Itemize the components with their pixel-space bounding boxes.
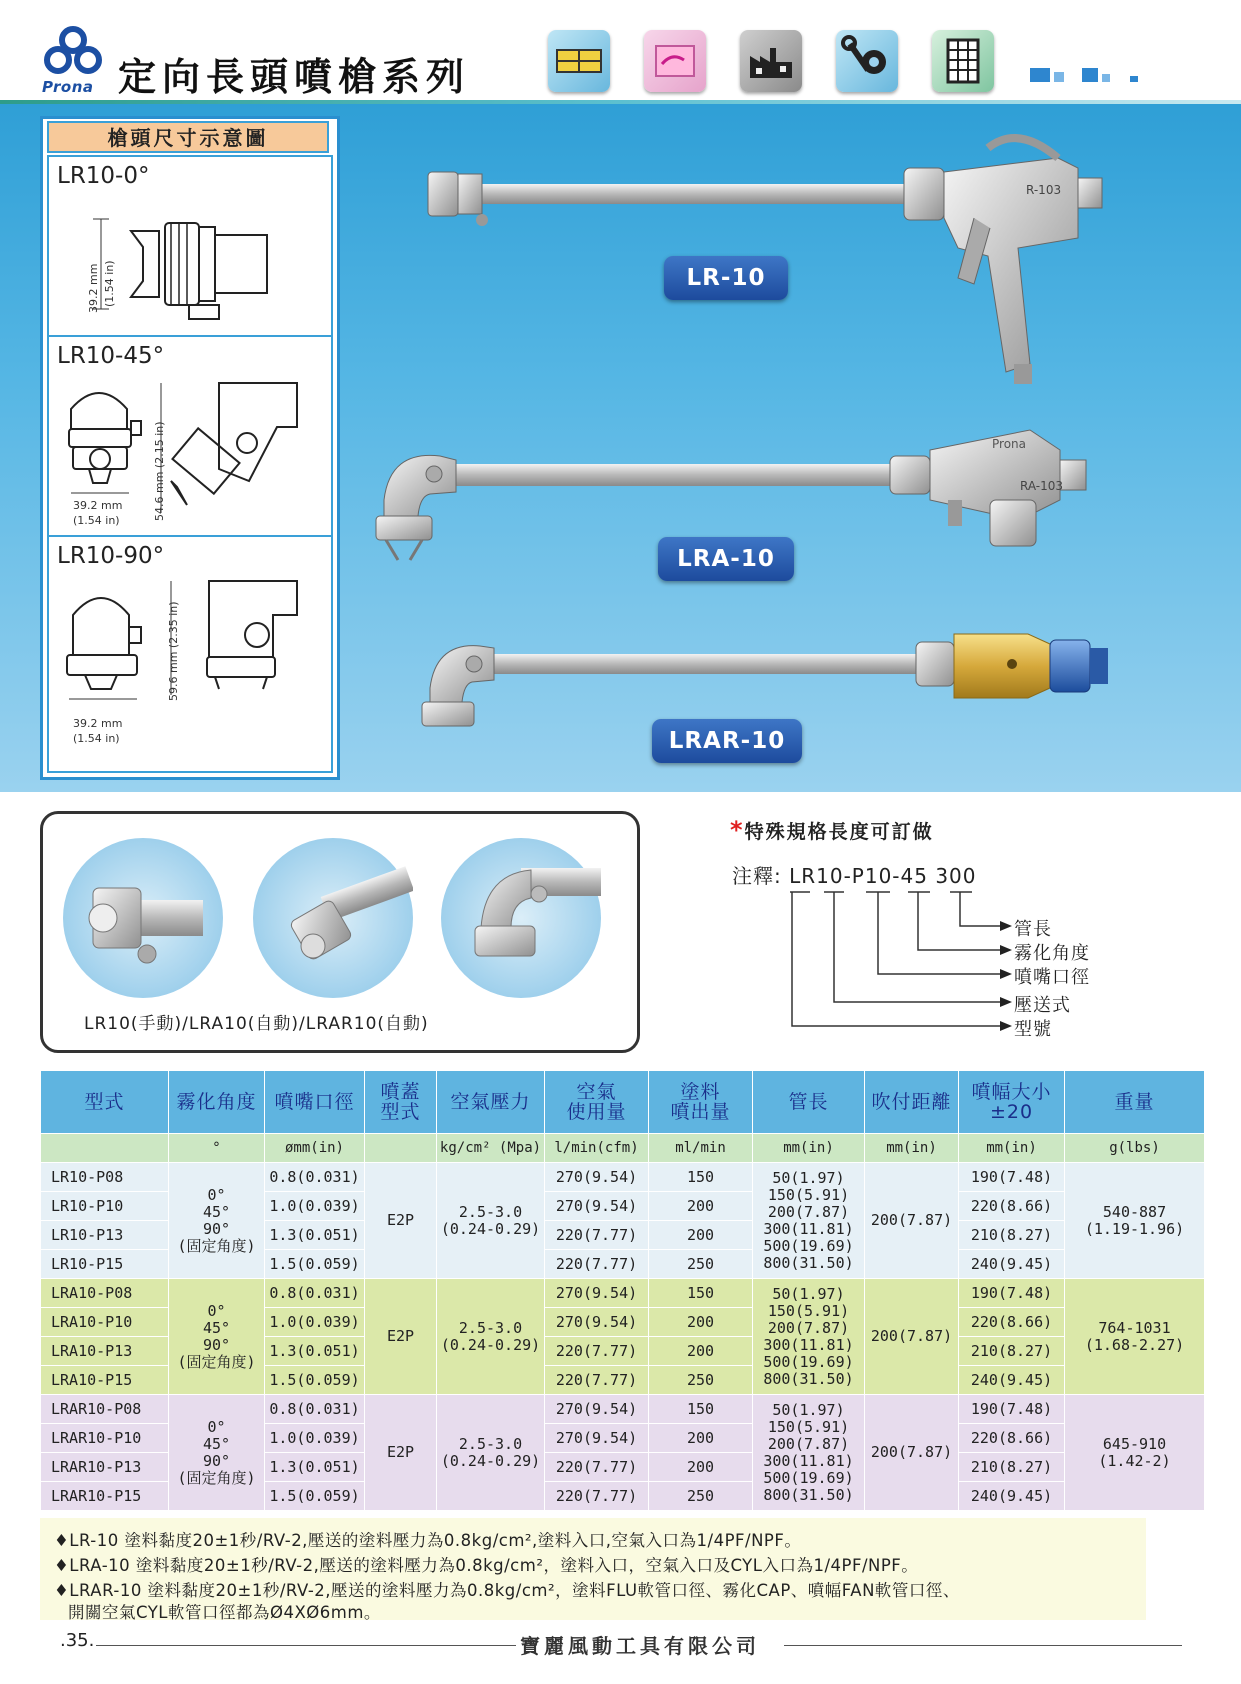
pressure-cell: 2.5-3.0 (0.24-0.29) bbox=[437, 1395, 545, 1511]
air-usage-cell: 270(9.54) bbox=[545, 1308, 649, 1337]
gun-brand: Prona bbox=[992, 437, 1026, 451]
distance-cell: 200(7.87) bbox=[865, 1395, 959, 1511]
gun-marking: R-103 bbox=[1026, 183, 1062, 197]
notation-leader-lines bbox=[790, 890, 1020, 1040]
dim-h-in: (1.54 in) bbox=[73, 514, 120, 527]
paint-output-cell: 250 bbox=[649, 1366, 753, 1395]
pressure-cell: 2.5-3.0 (0.24-0.29) bbox=[437, 1163, 545, 1279]
spray-width-cell: 210(8.27) bbox=[959, 1453, 1065, 1482]
paint-output-cell: 200 bbox=[649, 1337, 753, 1366]
model-cell: LR10-P15 bbox=[41, 1250, 169, 1279]
weight-cell: 764-1031 (1.68-2.27) bbox=[1065, 1279, 1205, 1395]
unit-cell: g(lbs) bbox=[1065, 1134, 1205, 1163]
unit-cell bbox=[365, 1134, 437, 1163]
badge-lrar-10: LRAR-10 bbox=[652, 719, 802, 763]
col-header: 噴嘴口徑 bbox=[265, 1071, 365, 1134]
length-cell: 50(1.97) 150(5.91) 200(7.87) 300(11.81) 500(19.69) 800(31.50) bbox=[753, 1163, 865, 1279]
prona-logo-icon bbox=[40, 26, 106, 76]
table-header-row bbox=[41, 1071, 1205, 1134]
unit-cell bbox=[41, 1134, 169, 1163]
special-star: * bbox=[730, 816, 745, 844]
nozzle-cell: 1.0(0.039) bbox=[265, 1192, 365, 1221]
closeup-lrar10 bbox=[441, 838, 601, 998]
dim-h-in: (1.54 in) bbox=[73, 732, 120, 745]
notation-label: 型號 bbox=[1014, 1019, 1052, 1040]
footer-rule bbox=[96, 1645, 516, 1646]
notation-label: 霧化角度 bbox=[1014, 943, 1090, 964]
cap-cell: E2P bbox=[365, 1279, 437, 1395]
page-header bbox=[0, 0, 1241, 104]
unit-cell: ml/min bbox=[649, 1134, 753, 1163]
unit-cell: ° bbox=[169, 1134, 265, 1163]
model-cell: LRA10-P08 bbox=[41, 1279, 169, 1308]
special-order-note bbox=[730, 816, 934, 844]
footnote: ♦LR-10 塗料黏度20±1秒/RV-2,壓送的塗料壓力為0.8kg/cm²,塗料入口,空氣入口為1/4PF/NPF。 bbox=[54, 1531, 802, 1550]
diagram-label: LR10-0° bbox=[57, 163, 150, 189]
air-usage-cell: 270(9.54) bbox=[545, 1395, 649, 1424]
paint-output-cell: 150 bbox=[649, 1395, 753, 1424]
model-cell: LR10-P08 bbox=[41, 1163, 169, 1192]
paint-output-cell: 200 bbox=[649, 1192, 753, 1221]
page-title: 定向長頭噴槍系列 bbox=[118, 55, 471, 99]
model-cell: LR10-P10 bbox=[41, 1192, 169, 1221]
table-icon bbox=[548, 30, 610, 92]
weight-cell: 540-887 (1.19-1.96) bbox=[1065, 1163, 1205, 1279]
nozzle-cell: 1.0(0.039) bbox=[265, 1424, 365, 1453]
col-header: 空氣 使用量 bbox=[545, 1071, 649, 1134]
diagram-lr10-45 bbox=[47, 335, 333, 537]
air-usage-cell: 220(7.77) bbox=[545, 1366, 649, 1395]
grid-icon bbox=[932, 30, 994, 92]
angle-cell: 0° 45° 90° (固定角度) bbox=[169, 1279, 265, 1395]
company-name: 寶麗風動工具有限公司 bbox=[520, 1634, 760, 1658]
spray-width-cell: 220(8.66) bbox=[959, 1192, 1065, 1221]
model-cell: LR10-P13 bbox=[41, 1221, 169, 1250]
air-usage-cell: 220(7.77) bbox=[545, 1453, 649, 1482]
nozzle-cell: 1.5(0.059) bbox=[265, 1366, 365, 1395]
diagram-lr10-90 bbox=[47, 535, 333, 773]
footnote: ♦LRA-10 塗料黏度20±1秒/RV-2,壓送的塗料壓力為0.8kg/cm²，塗料入口，空氣入口及CYL入口為1/4PF/NPF。 bbox=[54, 1556, 919, 1575]
model-cell: LRAR10-P08 bbox=[41, 1395, 169, 1424]
col-header: 噴蓋 型式 bbox=[365, 1071, 437, 1134]
angle-cell: 0° 45° 90° (固定角度) bbox=[169, 1395, 265, 1511]
factory-icon bbox=[740, 30, 802, 92]
length-cell: 50(1.97) 150(5.91) 200(7.87) 300(11.81) 500(19.69) 800(31.50) bbox=[753, 1395, 865, 1511]
dim-h-mm: 39.2 mm bbox=[73, 717, 123, 730]
col-header: 管長 bbox=[753, 1071, 865, 1134]
unit-cell: kg/cm² (Mpa) bbox=[437, 1134, 545, 1163]
air-usage-cell: 270(9.54) bbox=[545, 1279, 649, 1308]
paint-output-cell: 200 bbox=[649, 1308, 753, 1337]
badge-lra-10: LRA-10 bbox=[658, 537, 794, 581]
nozzle-cell: 0.8(0.031) bbox=[265, 1279, 365, 1308]
air-usage-cell: 220(7.77) bbox=[545, 1482, 649, 1511]
nozzle-cell: 0.8(0.031) bbox=[265, 1163, 365, 1192]
table-row bbox=[41, 1279, 1205, 1308]
logo-text: Prona bbox=[42, 78, 94, 96]
table-row bbox=[41, 1163, 1205, 1192]
decor-square bbox=[1082, 68, 1098, 82]
notation-example: 注釋: LR10-P10-45 300 bbox=[732, 864, 977, 888]
dim-v: 54.6 mm (2.15 in) bbox=[153, 421, 166, 521]
spray-width-cell: 240(9.45) bbox=[959, 1482, 1065, 1511]
model-cell: LRA10-P10 bbox=[41, 1308, 169, 1337]
units-row bbox=[41, 1134, 1205, 1163]
paint-output-cell: 150 bbox=[649, 1279, 753, 1308]
dim-v: 59.6 mm (2.35 in) bbox=[167, 601, 180, 701]
footnote: 開關空氣CYL軟管口徑都為Ø4XØ6mm。 bbox=[68, 1603, 381, 1622]
paint-output-cell: 250 bbox=[649, 1250, 753, 1279]
notation-label: 噴嘴口徑 bbox=[1014, 967, 1090, 988]
tools-gear-icon bbox=[836, 30, 898, 92]
col-header: 空氣壓力 bbox=[437, 1071, 545, 1134]
decor-square bbox=[1030, 68, 1050, 82]
paint-output-cell: 150 bbox=[649, 1163, 753, 1192]
closeup-caption: LR10(手動)/LRA10(自動)/LRAR10(自動) bbox=[84, 1014, 429, 1034]
table-row bbox=[41, 1395, 1205, 1424]
diagram-header: 槍頭尺寸示意圖 bbox=[47, 121, 329, 153]
nozzle-cell: 1.5(0.059) bbox=[265, 1250, 365, 1279]
model-cell: LRAR10-P15 bbox=[41, 1482, 169, 1511]
spray-width-cell: 190(7.48) bbox=[959, 1395, 1065, 1424]
special-order-text: 特殊規格長度可訂做 bbox=[744, 821, 934, 843]
nozzle-90-drawing bbox=[59, 575, 329, 735]
nozzle-cell: 1.0(0.039) bbox=[265, 1308, 365, 1337]
weight-cell: 645-910 (1.42-2) bbox=[1065, 1395, 1205, 1511]
footnote: ♦LRAR-10 塗料黏度20±1秒/RV-2,壓送的塗料壓力為0.8kg/cm²，塗料FLU軟管口徑、霧化CAP、噴幅FAN軟管口徑、 bbox=[54, 1581, 960, 1600]
length-cell: 50(1.97) 150(5.91) 200(7.87) 300(11.81) 500(19.69) 800(31.50) bbox=[753, 1279, 865, 1395]
gun-marking: RA-103 bbox=[1020, 479, 1064, 493]
air-usage-cell: 220(7.77) bbox=[545, 1221, 649, 1250]
unit-cell: mm(in) bbox=[753, 1134, 865, 1163]
unit-cell: mm(in) bbox=[959, 1134, 1065, 1163]
spray-width-cell: 210(8.27) bbox=[959, 1221, 1065, 1250]
spray-width-cell: 240(9.45) bbox=[959, 1250, 1065, 1279]
closeup-lr10 bbox=[63, 838, 223, 998]
col-header: 吹付距離 bbox=[865, 1071, 959, 1134]
nozzle-cell: 1.5(0.059) bbox=[265, 1482, 365, 1511]
badge-lr-10: LR-10 bbox=[664, 256, 788, 300]
spray-width-cell: 220(8.66) bbox=[959, 1424, 1065, 1453]
decor-square bbox=[1054, 72, 1064, 82]
paint-output-cell: 200 bbox=[649, 1424, 753, 1453]
col-header: 重量 bbox=[1065, 1071, 1205, 1134]
decor-square bbox=[1102, 74, 1110, 82]
air-usage-cell: 220(7.77) bbox=[545, 1337, 649, 1366]
spray-width-cell: 190(7.48) bbox=[959, 1163, 1065, 1192]
unit-cell: mm(in) bbox=[865, 1134, 959, 1163]
dimension-diagram-panel bbox=[40, 116, 340, 780]
paint-card-icon bbox=[644, 30, 706, 92]
nozzle-cell: 1.3(0.051) bbox=[265, 1453, 365, 1482]
unit-cell: ømm(in) bbox=[265, 1134, 365, 1163]
col-header: 噴幅大小 ±20 bbox=[959, 1071, 1065, 1134]
col-header: 型式 bbox=[41, 1071, 169, 1134]
page-number: .35. bbox=[60, 1630, 95, 1651]
model-cell: LRA10-P15 bbox=[41, 1366, 169, 1395]
col-header: 霧化角度 bbox=[169, 1071, 265, 1134]
air-usage-cell: 220(7.77) bbox=[545, 1250, 649, 1279]
model-cell: LRAR10-P10 bbox=[41, 1424, 169, 1453]
nozzle-cell: 1.3(0.051) bbox=[265, 1221, 365, 1250]
model-cell: LRAR10-P13 bbox=[41, 1453, 169, 1482]
paint-output-cell: 200 bbox=[649, 1221, 753, 1250]
paint-output-cell: 250 bbox=[649, 1482, 753, 1511]
diagram-lr10-0 bbox=[47, 155, 333, 337]
lr-10-gun-image bbox=[418, 128, 1208, 398]
model-cell: LRA10-P13 bbox=[41, 1337, 169, 1366]
distance-cell: 200(7.87) bbox=[865, 1163, 959, 1279]
nozzle-cell: 1.3(0.051) bbox=[265, 1337, 365, 1366]
spray-width-cell: 190(7.48) bbox=[959, 1279, 1065, 1308]
decor-square bbox=[1130, 76, 1138, 82]
diagram-label: LR10-90° bbox=[57, 543, 165, 569]
notation-label: 壓送式 bbox=[1014, 995, 1071, 1016]
spec-table bbox=[40, 1070, 1205, 1511]
nozzle-cell: 0.8(0.031) bbox=[265, 1395, 365, 1424]
dim-v-in: (1.54 in) bbox=[103, 260, 116, 307]
dim-v-mm: 39.2 mm bbox=[87, 263, 100, 313]
unit-cell: l/min(cfm) bbox=[545, 1134, 649, 1163]
closeup-lra10 bbox=[253, 838, 413, 998]
spray-width-cell: 240(9.45) bbox=[959, 1366, 1065, 1395]
pressure-cell: 2.5-3.0 (0.24-0.29) bbox=[437, 1279, 545, 1395]
air-usage-cell: 270(9.54) bbox=[545, 1424, 649, 1453]
cap-cell: E2P bbox=[365, 1163, 437, 1279]
distance-cell: 200(7.87) bbox=[865, 1279, 959, 1395]
footer-rule bbox=[784, 1645, 1182, 1646]
spray-width-cell: 220(8.66) bbox=[959, 1308, 1065, 1337]
air-usage-cell: 270(9.54) bbox=[545, 1163, 649, 1192]
diagram-label: LR10-45° bbox=[57, 343, 165, 369]
dim-h-mm: 39.2 mm bbox=[73, 499, 123, 512]
spray-width-cell: 210(8.27) bbox=[959, 1337, 1065, 1366]
col-header: 塗料 噴出量 bbox=[649, 1071, 753, 1134]
paint-output-cell: 200 bbox=[649, 1453, 753, 1482]
air-usage-cell: 270(9.54) bbox=[545, 1192, 649, 1221]
notation-label: 管長 bbox=[1014, 919, 1052, 940]
angle-cell: 0° 45° 90° (固定角度) bbox=[169, 1163, 265, 1279]
cap-cell: E2P bbox=[365, 1395, 437, 1511]
